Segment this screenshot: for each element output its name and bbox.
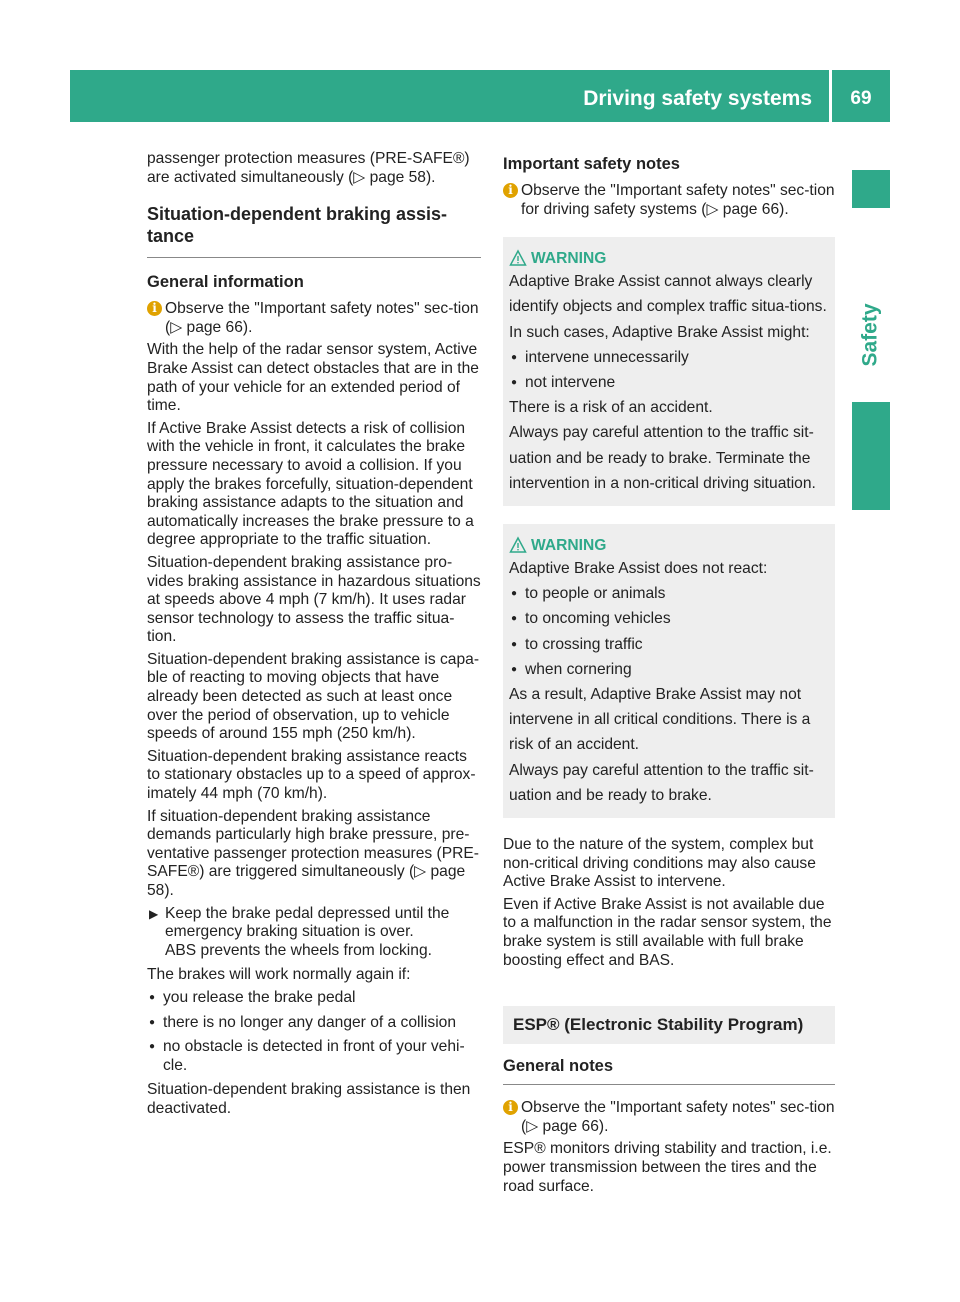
paragraph: If situation-dependent braking assistance demands particularly high brake pressure, pre-ventative passenger protection measures (PRE-SAFE®) are triggered simultaneously (▷ page 58). bbox=[147, 807, 479, 899]
paragraph: Situation-dependent braking assistance is capa-ble of reacting to moving objects that have already been detected as such at least once over the period of observation, up to vehicle speeds of around 155 mph (250 km/h). bbox=[147, 650, 480, 743]
closing-paragraph: Situation-dependent braking assistance is then deactivated. bbox=[147, 1081, 471, 1117]
list-item: ● no obstacle is detected in front of your vehi-cle. bbox=[147, 1038, 481, 1075]
info-note-text: Observe the "Important safety notes" sec-tion for driving safety systems (▷ page 66). bbox=[521, 182, 835, 218]
list-item: ● not intervene bbox=[509, 370, 827, 395]
esp-paragraph: ESP® monitors driving stability and traction, i.e. power transmission between the tires and the road surface. bbox=[503, 1140, 832, 1195]
info-note-text: Observe the "Important safety notes" sec-tion (▷ page 66). bbox=[165, 300, 479, 336]
warning-text: Always pay careful attention to the traffic sit-uation and be ready to brake. bbox=[509, 761, 814, 804]
list-item: ● when cornering bbox=[509, 657, 827, 682]
section-title-line-2: tance bbox=[147, 226, 195, 247]
warning-triangle-icon bbox=[509, 536, 527, 554]
arrow-right-icon: ▶ bbox=[149, 906, 159, 921]
instruction-step bbox=[147, 905, 481, 961]
list-item: ● there is no longer any danger of a collision bbox=[147, 1014, 481, 1033]
warning-heading bbox=[509, 536, 827, 556]
paragraph: Situation-dependent braking assistance reacts to stationary obstacles up to a speed of approx-imately 44 mph (70 km/h). bbox=[147, 747, 476, 803]
list-item: ● intervene unnecessarily bbox=[509, 345, 827, 370]
info-note bbox=[147, 300, 481, 337]
info-icon: i bbox=[503, 1100, 518, 1115]
paragraph: If Active Brake Assist detects a risk of collision with the vehicle in front, it calculates the brake pressure necessary to avoid a collision. If you apply the brakes forcefully, situation-dependent braking assistance adapts to the situation and automatically increases the brake pressure to a degree appropriate to the traffic situation. bbox=[147, 419, 474, 549]
step-text: Keep the brake pedal depressed until the emergency braking situation is over. bbox=[165, 904, 450, 941]
general-info-title: General information bbox=[147, 273, 304, 292]
brakes-normal-text: The brakes will work normally again if: bbox=[147, 966, 411, 984]
warning-text: Adaptive Brake Assist does not react: bbox=[509, 560, 768, 578]
warning-heading-text: WARNING bbox=[531, 250, 607, 268]
warning-box bbox=[503, 524, 835, 818]
info-icon: i bbox=[147, 301, 162, 316]
warning-text: There is a risk of an accident. bbox=[509, 399, 713, 417]
warning-heading-text: WARNING bbox=[531, 537, 607, 555]
warning-box bbox=[503, 237, 835, 506]
side-tab-marker bbox=[852, 170, 890, 208]
step-result: ABS prevents the wheels from locking. bbox=[165, 941, 432, 959]
safety-notes-title: Important safety notes bbox=[503, 155, 680, 173]
warning-triangle-icon bbox=[509, 249, 527, 267]
section-title bbox=[147, 203, 481, 247]
info-note bbox=[503, 182, 835, 219]
section-rule bbox=[503, 1084, 835, 1085]
list-item: ● to people or animals bbox=[509, 581, 827, 606]
right-column bbox=[503, 150, 835, 1200]
paragraph: Due to the nature of the system, complex but non-critical driving conditions may also cause Active Brake Assist to intervene. bbox=[503, 836, 816, 891]
intro-line-2: are activated simultaneously (▷ page 58). bbox=[147, 168, 436, 186]
page-number: 69 bbox=[850, 88, 872, 109]
paragraph: With the help of the radar sensor system, Active Brake Assist can detect obstacles that are in the path of your vehicle for an extended period of time. bbox=[147, 341, 479, 415]
intro-line-1: passenger protection measures (PRE-SAFE®) bbox=[147, 150, 470, 167]
list-item: ● to crossing traffic bbox=[509, 632, 827, 657]
info-icon: i bbox=[503, 183, 518, 198]
left-column bbox=[147, 150, 481, 1123]
info-note-text: Observe the "Important safety notes" sec-tion (▷ page 66). bbox=[521, 1099, 835, 1135]
paragraph: Situation-dependent braking assistance pro-vides braking assistance in hazardous situations at speeds above 4 mph (7 km/h). It uses radar sensor technology to assess the traffic situa-tion. bbox=[147, 553, 481, 646]
side-tab-label: Safety bbox=[858, 303, 882, 367]
esp-section-title: ESP® (Electronic Stability Program) bbox=[503, 1006, 835, 1044]
info-note bbox=[503, 1099, 835, 1136]
section-rule bbox=[147, 257, 481, 258]
warning-text: In such cases, Adaptive Brake Assist might: bbox=[509, 323, 810, 341]
warning-text: As a result, Adaptive Brake Assist may not intervene in all critical conditions. There is a risk of an accident. bbox=[509, 686, 811, 754]
list-item: ● you release the brake pedal bbox=[147, 989, 481, 1008]
section-title-line-1: Situation-dependent braking assis- bbox=[147, 204, 448, 225]
warning-text: Always pay careful attention to the traffic sit-uation and be ready to brake. Terminate the intervention in a non-critical driving situation. bbox=[509, 424, 816, 492]
general-notes-title: General notes bbox=[503, 1057, 614, 1076]
warning-heading bbox=[509, 249, 827, 269]
warning-text: Adaptive Brake Assist cannot always clearly identify objects and complex traffic situa-tions. bbox=[509, 273, 827, 316]
list-item: ● to oncoming vehicles bbox=[509, 606, 827, 631]
paragraph: Even if Active Brake Assist is not available due to a malfunction in the radar sensor system, the brake system is still available with full brake boosting effect and BAS. bbox=[503, 895, 832, 969]
